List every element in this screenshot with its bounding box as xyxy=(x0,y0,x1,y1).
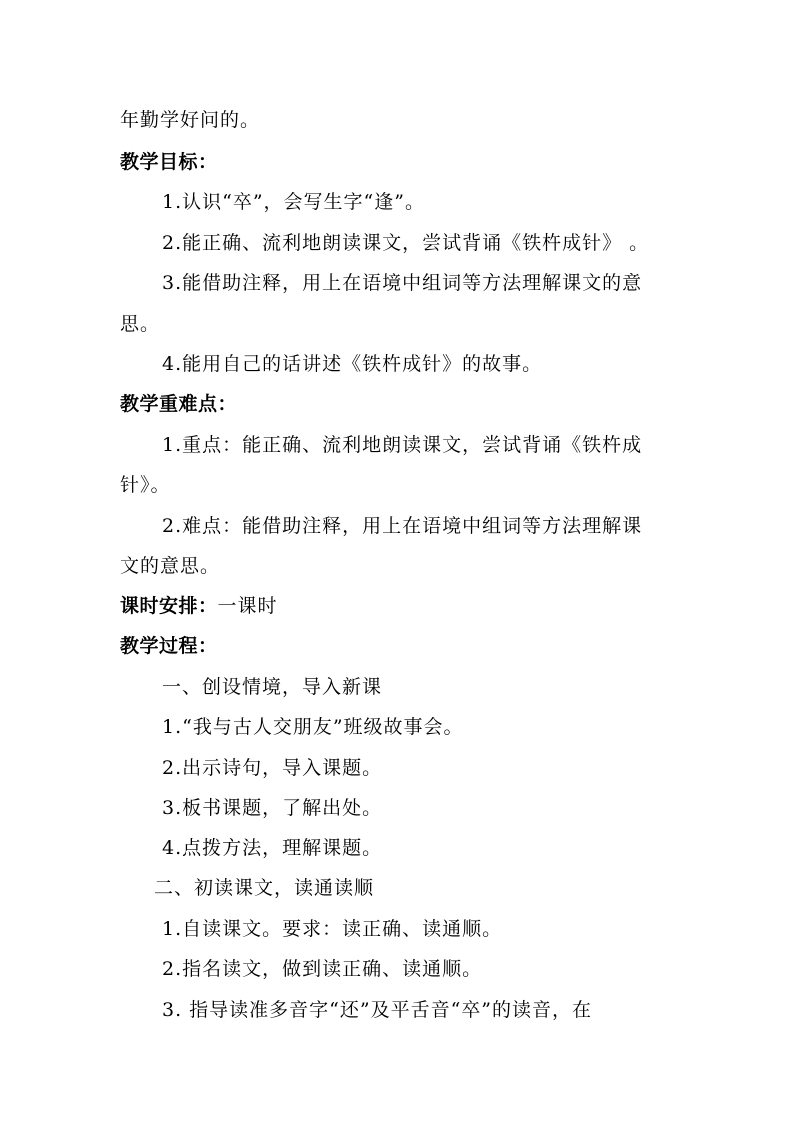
list-item: 3. 指导读准多音字“还”及平舌音“卒”的读音，在 xyxy=(162,999,593,1021)
paragraph-line: 年勤学好问的。 xyxy=(120,109,261,131)
list-item: 1.重点：能正确、流利地朗读课文，尝试背诵《铁杵成 xyxy=(162,434,643,456)
section-heading-schedule: 课时安排： xyxy=(120,595,218,617)
schedule-line xyxy=(120,594,278,618)
list-item: 3.能借助注释，用上在语境中组词等方法理解课文的意 xyxy=(162,272,643,294)
section-heading-teaching-goals: 教学目标： xyxy=(120,151,218,173)
list-item: 1.“我与古人交朋友”班级故事会。 xyxy=(162,716,464,738)
list-item: 4.能用自己的话讲述《铁杵成针》的故事。 xyxy=(162,353,543,375)
list-item: 1.认识“卒”，会写生字“逢”。 xyxy=(162,191,425,213)
sub-heading: 二、初读课文，读通读顺 xyxy=(154,877,375,899)
list-item: 1.自读课文。要求：读正确、读通顺。 xyxy=(162,918,503,940)
list-item-continuation: 针》。 xyxy=(120,474,171,496)
list-item: 2.能正确、流利地朗读课文，尝试背诵《铁杵成针》 。 xyxy=(162,232,650,254)
list-item: 2.出示诗句，导入课题。 xyxy=(162,757,383,779)
section-heading-process: 教学过程： xyxy=(120,635,218,657)
sub-heading: 一、创设情境，导入新课 xyxy=(162,676,383,698)
list-item-continuation: 思。 xyxy=(120,313,161,335)
list-item-continuation: 文的意思。 xyxy=(120,555,221,577)
list-item: 2.难点：能借助注释，用上在语境中组词等方法理解课 xyxy=(162,515,643,537)
list-item: 2.指名读文，做到读正确、读通顺。 xyxy=(162,958,483,980)
schedule-value: 一课时 xyxy=(217,595,278,617)
list-item: 4.点拨方法，理解课题。 xyxy=(162,837,383,859)
list-item: 3.板书课题，了解出处。 xyxy=(162,797,383,819)
section-heading-key-points: 教学重难点： xyxy=(120,393,238,415)
